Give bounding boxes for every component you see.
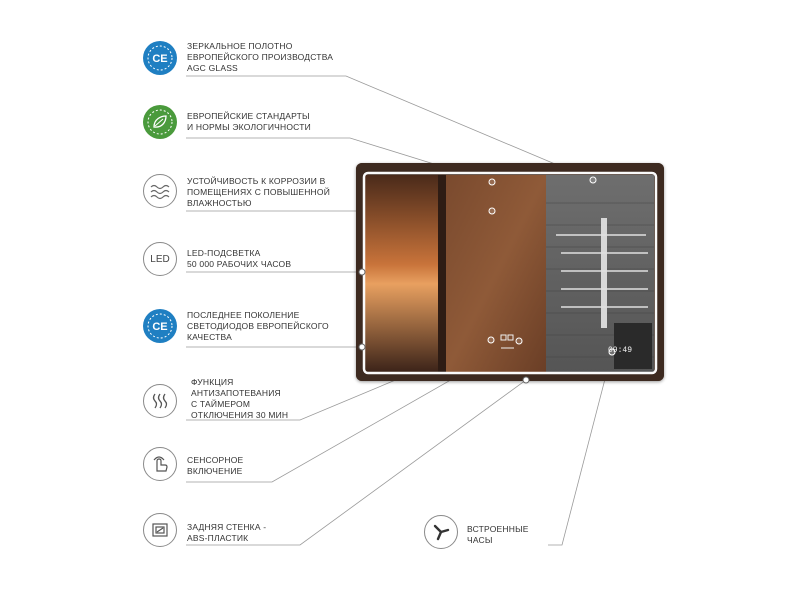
- feature-label: УСТОЙЧИВОСТЬ К КОРРОЗИИ В ПОМЕЩЕНИЯХ С ПОВЫШЕННОЙ ВЛАЖНОСТЬЮ: [187, 176, 330, 208]
- led-icon: [143, 242, 177, 276]
- waves-icon: [143, 174, 177, 208]
- clock-hands-icon: [424, 515, 458, 549]
- feature-label: СЕНСОРНОЕ ВКЛЮЧЕНИЕ: [187, 455, 244, 476]
- clock-readout: 09:49: [608, 346, 633, 355]
- feature-label: ЕВРОПЕЙСКИЕ СТАНДАРТЫ И НОРМЫ ЭКОЛОГИЧНОСТИ: [187, 111, 311, 132]
- feature-label: LED-ПОДСВЕТКА 50 000 РАБОЧИХ ЧАСОВ: [187, 248, 292, 269]
- feature-label: ПОСЛЕДНЕЕ ПОКОЛЕНИЕ СВЕТОДИОДОВ ЕВРОПЕЙСКОГО КАЧЕСТВА: [187, 310, 329, 342]
- eco-leaf-icon: [143, 105, 177, 139]
- ce-mark: CE: [152, 53, 168, 65]
- touch-hand-icon: [143, 447, 177, 481]
- feature-label: ВСТРОЕННЫЕ ЧАСЫ: [467, 524, 529, 545]
- ce-icon: [143, 41, 177, 75]
- heat-waves-icon: [143, 384, 177, 418]
- feature-label: ЗАДНЯЯ СТЕНКА - ABS-ПЛАСТИК: [187, 522, 267, 543]
- ce-mark: CE: [152, 321, 168, 333]
- led-icon-text: LED: [150, 253, 170, 265]
- feature-label: ФУНКЦИЯ АНТИЗАПОТЕВАНИЯ С ТАЙМЕРОМ ОТКЛЮЧЕНИЯ 30 МИН: [191, 377, 289, 420]
- ce-icon: [143, 309, 177, 343]
- feature-label: ЗЕРКАЛЬНОЕ ПОЛОТНО ЕВРОПЕЙСКОГО ПРОИЗВОДСТВА AGC GLASS: [187, 41, 334, 73]
- panel-icon: [143, 513, 177, 547]
